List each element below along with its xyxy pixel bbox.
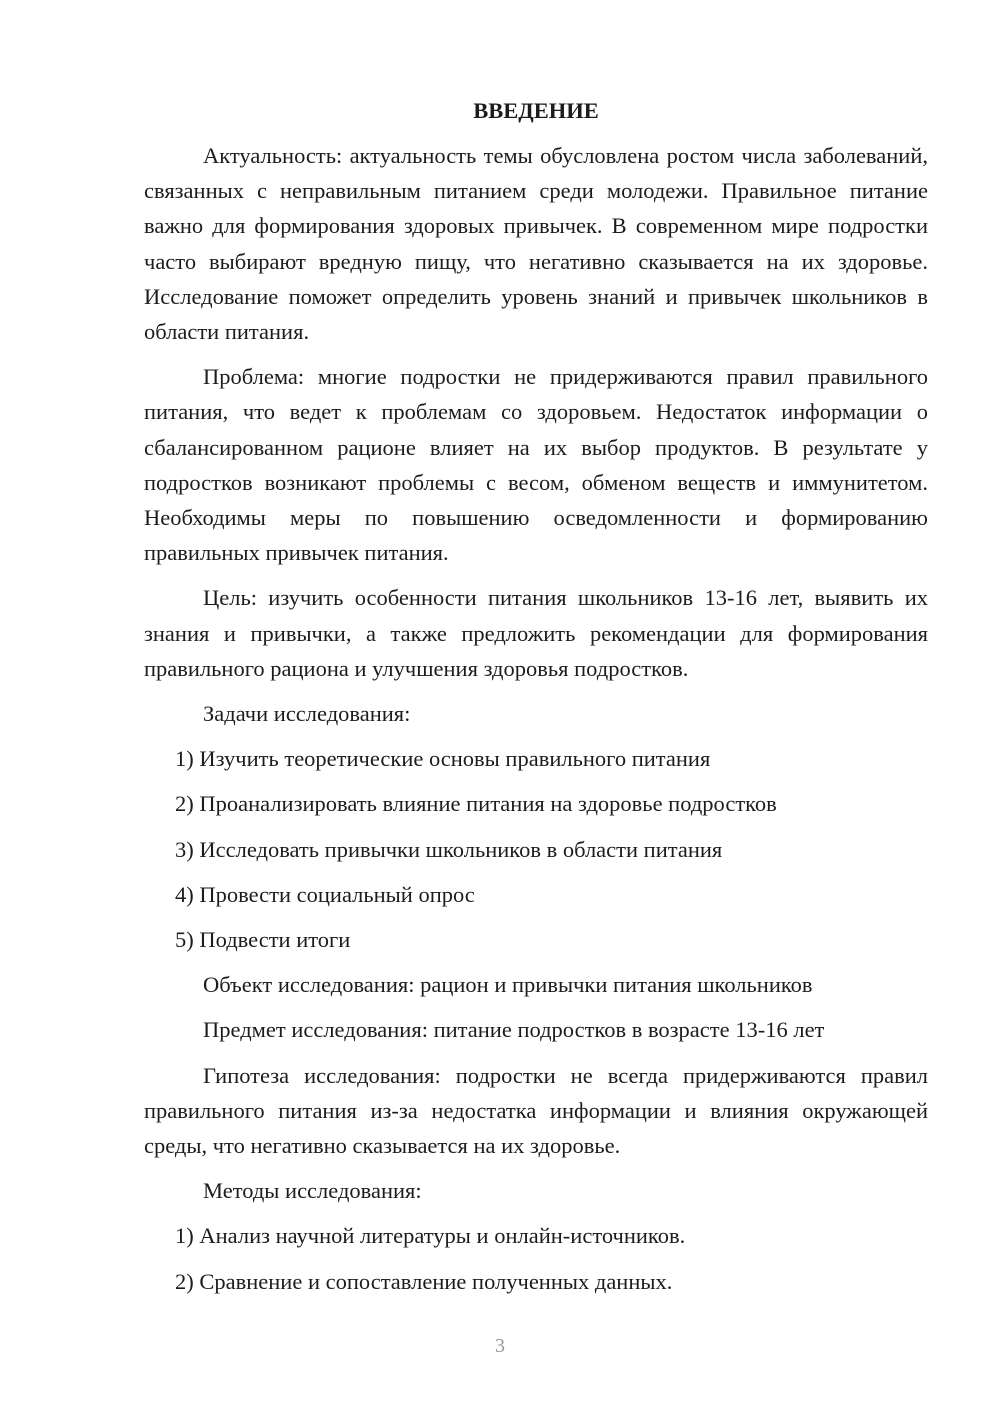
- subject-line: Предмет исследования: питание подростков в возрасте 13-16 лет: [203, 1017, 825, 1043]
- method-item: 2) Сравнение и сопоставление полученных данных.: [175, 1268, 673, 1294]
- object-line: Объект исследования: рацион и привычки питания школьников: [203, 972, 813, 998]
- task-item: 1) Изучить теоретические основы правильного питания: [175, 746, 711, 772]
- section-title: ВВЕДЕНИЕ: [473, 98, 599, 123]
- page-content: [144, 93, 928, 1309]
- task-item: 4) Провести социальный опрос: [175, 881, 475, 907]
- task-item: 2) Проанализировать влияние питания на здоровье подростков: [175, 791, 777, 817]
- goal-paragraph: Цель: изучить особенности питания школьников 13-16 лет, выявить их знания и привычки, а также предложить рекомендации для формирования правильного рациона и улучшения здоровья подростков.: [144, 585, 928, 681]
- problem-paragraph: Проблема: многие подростки не придерживаются правил правильного питания, что ведет к проблемам со здоровьем. Недостаток информации о сбалансированном рационе влияет на их выбор продуктов. В результате у подростков возникают проблемы с весом, обменом веществ и иммунитетом. Необходимы меры по повышению осведомленности и формированию правильных привычек питания.: [144, 364, 928, 566]
- hypothesis-paragraph: Гипотеза исследования: подростки не всегда придерживаются правил правильного питания из-за недостатка информации и влияния окружающей среды, что негативно сказывается на их здоровье.: [144, 1062, 928, 1159]
- method-item: 1) Анализ научной литературы и онлайн-источников.: [175, 1223, 686, 1249]
- page-number: 3: [495, 1335, 505, 1357]
- task-item: 3) Исследовать привычки школьников в области питания: [175, 836, 723, 862]
- tasks-heading: Задачи исследования:: [203, 701, 411, 727]
- task-item: 5) Подвести итоги: [175, 927, 351, 953]
- methods-heading: Методы исследования:: [203, 1178, 422, 1204]
- relevance-paragraph: Актуальность: актуальность темы обусловлена ростом числа заболеваний, связанных с неправильным питанием среди молодежи. Правильное питание важно для формирования здоровых привычек. В современном мире подростки часто выбирают вредную пищу, что негативно сказывается на их здоровье. Исследование поможет определить уровень знаний и привычек школьников в области питания.: [144, 143, 928, 345]
